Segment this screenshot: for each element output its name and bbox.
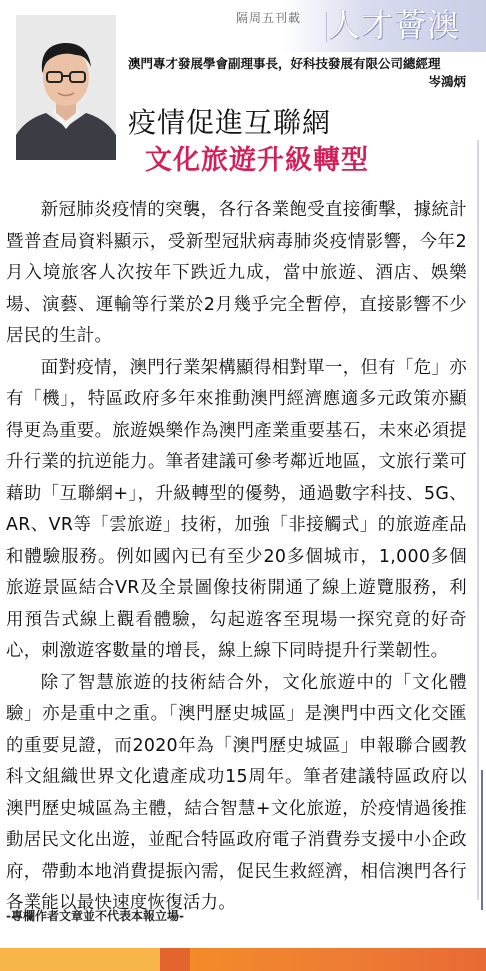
issue-note: 隔周五刊載 (236, 11, 302, 25)
column-brand: 人才薈澳 (328, 6, 461, 44)
banner-divider (326, 12, 327, 42)
article-paragraph: 除了智慧旅遊的技術結合外，文化旅遊中的「文化體驗」亦是重中之重。「澳門歷史城區」是澳門中西文化交匯的重要見證，而2020年為「澳門歷史城區」申報聯合國教科文組織世界文化遺產成功15周年。筆者建議特區政府以澳門歷史城區為主體，結合智慧+文化旅遊，於疫情過後推動居民文化出遊，並配合特區政府電子消費券支援中小企政府，帶動本地消費提振內需，促民生救經濟，相信澳門各行各業能以最快速度恢復活力。 (6, 672, 467, 913)
article-paragraph: 面對疫情，澳門行業架構顯得相對單一，但有「危」亦有「機」，特區政府多年來推動澳門經濟應適多元政策亦顯得更為重要。旅遊娛樂作為澳門產業重要基石，未來必須提升行業的抗逆能力。筆者建議可參考鄰近地區，文旅行業可藉助「互聯網+」，升級轉型的優勢，通過數字科技、5G、AR、VR等「雲旅遊」技術，加強「非接觸式」的旅遊產品和體驗服務。例如國內已有至少20多個城市，1,000多個旅遊景區結合VR及全景圖像技術開通了線上遊覽服務，利用預告式線上觀看體驗，勾起遊客至現場一探究竟的好奇心，刺激遊客數量的增長，線上線下同時提升行業韌性。 (6, 357, 467, 661)
bottom-color-strip (0, 948, 486, 971)
right-margin-rule (477, 140, 479, 900)
strip-segment (0, 948, 160, 971)
headline-line-1: 疫情促進互聯網 (128, 106, 332, 139)
article-paragraph: 新冠肺炎疫情的突襲，各行各業飽受直接衝擊，據統計暨普查局資料顯示，受新型冠狀病毒肺炎疫情影響，今年2月入境旅客人次按年下跌近九成，當中旅遊、酒店、娛樂場、演藝、運輸等行業於2月幾乎完全暫停，直接影響不少居民的生計。 (6, 200, 467, 346)
author-portrait (16, 15, 116, 160)
disclaimer: -專欄作者文章並不代表本報立場- (6, 909, 184, 923)
strip-segment (160, 948, 190, 971)
article-body (6, 195, 467, 920)
author-portrait-image (16, 15, 116, 160)
author-affiliation: 澳門專才發展學會副理事長，好科技發展有限公司總經理 (128, 56, 441, 71)
right-margin-accent (481, 770, 483, 910)
author-name: 岑鴻炳 (428, 74, 466, 89)
headline-line-2: 文化旅遊升級轉型 (145, 145, 369, 176)
